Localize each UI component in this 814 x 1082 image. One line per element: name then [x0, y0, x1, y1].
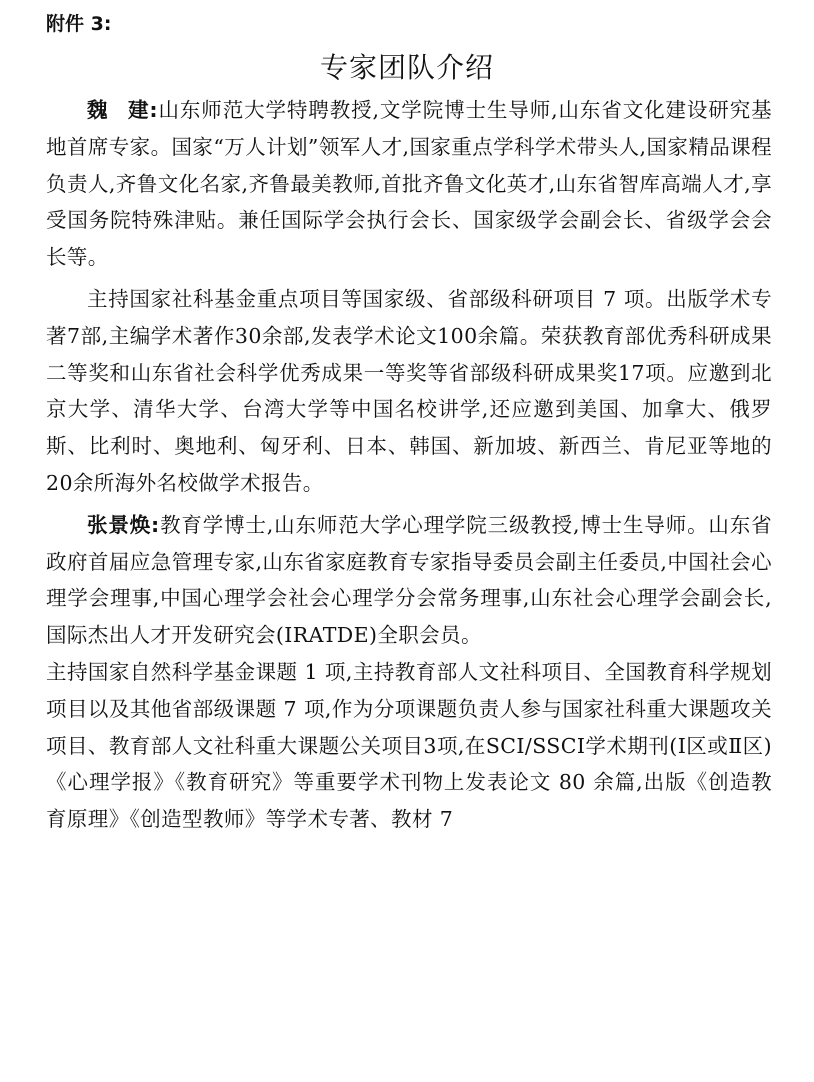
expert-name: 张景焕: — [87, 512, 160, 537]
expert-intro-paragraph — [46, 92, 772, 276]
document-body — [46, 92, 772, 838]
expert-intro-paragraph — [46, 507, 772, 654]
expert-intro-text: 教育学博士,山东师范大学心理学院三级教授,博士生导师。山东省政府首届应急管理专家,山东省家庭教育专家指导委员会副主任委员,中国社会心理学会理事,中国心理学会社会心理学分会常务理事,山东社会心理学会副会长,国际杰出人才开发研究会(IRATDE)全职会员。 — [46, 512, 772, 648]
expert-achievements-paragraph: 主持国家自然科学基金课题 1 项,主持教育部人文社科项目、全国教育科学规划项目以及其他省部级课题 7 项,作为分项课题负责人参与国家社科重大课题攻关项目、教育部人文社科重大课题公关项目3项,在SCI/SSCI学术期刊(Ⅰ区或Ⅱ区)《心理学报》《教育研究》等重要学术刊物上发表论文 80 余篇,出版《创造教育原理》《创造型教师》等学术专著、教材 7 — [46, 659, 772, 832]
attachment-label: 附件 3: — [46, 13, 112, 35]
expert-name-last: 建 — [128, 98, 150, 122]
expert-name-first: 魏 — [87, 98, 128, 122]
expert-name-colon: : — [149, 98, 159, 122]
expert-intro-text: 山东师范大学特聘教授,文学院博士生导师,山东省文化建设研究基地首席专家。国家“万人计划”领军人才,国家重点学科学术带头人,国家精品课程负责人,齐鲁文化名家,齐鲁最美教师,首批齐鲁文化英才,山东省智库高端人才,享受国务院特殊津贴。兼任国际学会执行会长、国家级学会副会长、省级学会会长等。 — [46, 98, 773, 270]
page-title: 专家团队介绍 — [319, 51, 494, 84]
expert-achievements-paragraph: 主持国家社科基金重点项目等国家级、省部级科研项目 7 项。出版学术专著7部,主编学术著作30余部,发表学术论文100余篇。荣获教育部优秀科研成果二等奖和山东省社会科学优秀成果一等奖等省部级科研成果奖17项。应邀到北京大学、清华大学、台湾大学等中国名校讲学,还应邀到美国、加拿大、俄罗斯、比利时、奥地利、匈牙利、日本、韩国、新加坡、新西兰、肯尼亚等地的20余所海外名校做学术报告。 — [46, 286, 772, 495]
expert-name — [87, 98, 158, 122]
